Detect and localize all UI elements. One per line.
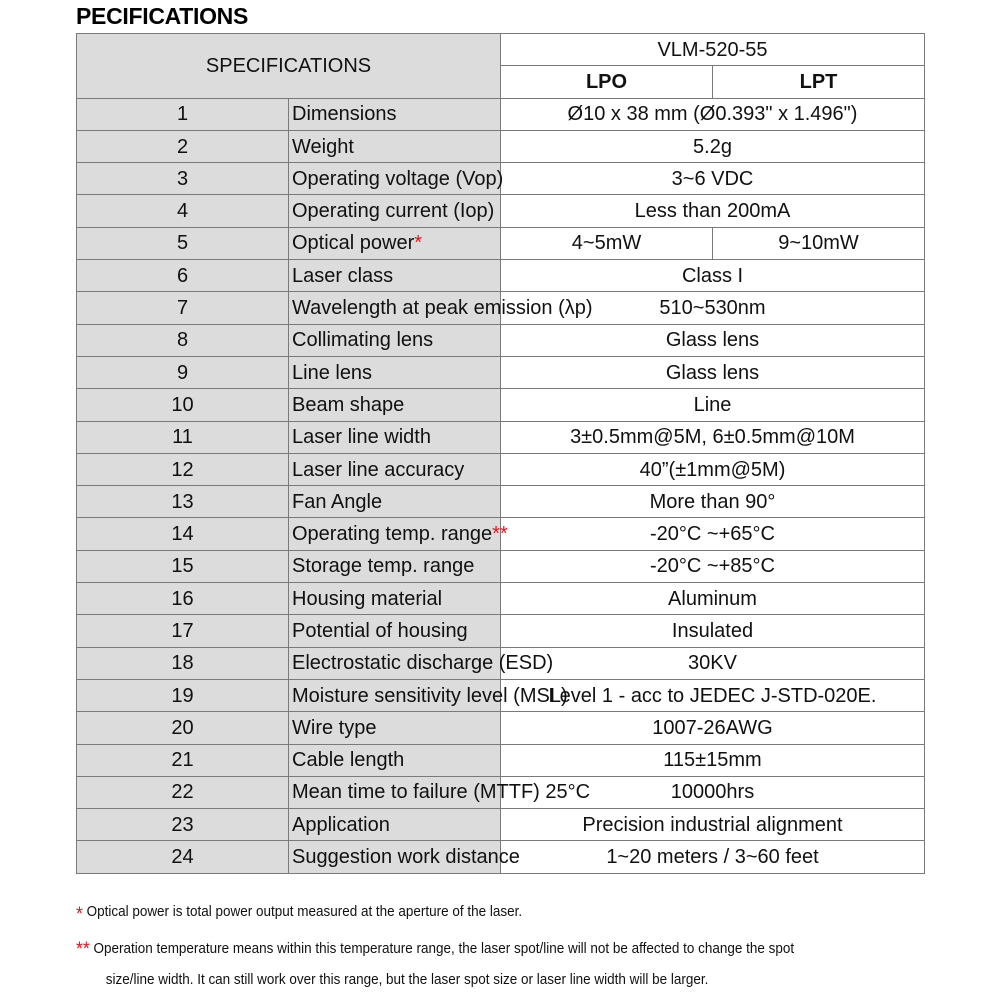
row-label (289, 615, 501, 647)
row-label-text: Suggestion work distance (292, 846, 520, 869)
row-label (289, 841, 520, 873)
footnote-operating-temp (76, 934, 913, 996)
table-row (77, 486, 925, 518)
model-header: VLM-520-55 (501, 34, 925, 66)
row-label (289, 260, 501, 292)
row-value: 510~530nm (501, 292, 925, 324)
row-number: 21 (77, 744, 289, 776)
row-number: 9 (77, 356, 289, 388)
table-row (77, 550, 925, 582)
row-number: 13 (77, 486, 289, 518)
table-header-row-1 (77, 34, 925, 66)
row-number: 3 (77, 163, 289, 195)
table-row (77, 615, 925, 647)
row-number: 14 (77, 518, 289, 550)
row-value: Glass lens (501, 356, 925, 388)
table-row (77, 292, 925, 324)
row-number: 23 (77, 809, 289, 841)
row-number: 19 (77, 679, 289, 711)
row-value: Less than 200mA (501, 195, 925, 227)
variant-header-lpo: LPO (501, 66, 713, 98)
row-value: 5.2g (501, 130, 925, 162)
row-value: 115±15mm (501, 744, 925, 776)
row-label-text: Housing material (292, 587, 443, 610)
row-label-text: Operating current (Iop) (292, 200, 495, 223)
row-label (289, 744, 501, 776)
row-value: Ø10 x 38 mm (Ø0.393" x 1.496") (501, 98, 925, 130)
row-number: 18 (77, 647, 289, 679)
table-row (77, 518, 925, 550)
table-row (77, 421, 925, 453)
row-label-text: Weight (292, 135, 354, 158)
row-label-text: Cable length (292, 749, 405, 772)
row-value: -20°C ~+85°C (501, 550, 925, 582)
row-value-lpt: 9~10mW (713, 227, 925, 259)
row-label-text: Laser class (292, 264, 394, 287)
row-value: Level 1 - acc to JEDEC J-STD-020E. (501, 679, 925, 711)
specifications-table (76, 33, 925, 874)
row-label-text: Operating voltage (Vop) (292, 167, 504, 190)
footnote-continuation: size/line width. It can still work over this range, but the laser spot size or laser line width will be larger. (105, 972, 709, 988)
row-label-text: Collimating lens (292, 329, 434, 352)
table-row (77, 583, 925, 615)
row-number: 4 (77, 195, 289, 227)
row-label (289, 130, 501, 162)
row-label (289, 324, 501, 356)
asterisk-mark: * (76, 904, 83, 925)
row-label-text: Dimensions (292, 103, 397, 126)
row-label-text: Moisture sensitivity level (MSL) (292, 684, 568, 707)
table-row (77, 776, 925, 808)
row-label (289, 195, 501, 227)
row-label (289, 776, 591, 808)
row-number: 7 (77, 292, 289, 324)
row-label-text: Application (292, 813, 390, 836)
row-label-text: Wavelength at peak emission (λp) (292, 297, 593, 320)
row-label-text: Mean time to failure (MTTF) 25°C (292, 781, 591, 804)
row-label (289, 98, 501, 130)
footnote-optical-power (76, 904, 913, 934)
row-number: 10 (77, 389, 289, 421)
footnotes (76, 904, 913, 996)
row-label-text: Fan Angle (292, 490, 383, 513)
footnote-text: Optical power is total power output measured at the aperture of the laser. (86, 904, 523, 920)
row-label (289, 712, 501, 744)
row-value-lpo: 4~5mW (501, 227, 713, 259)
table-row (77, 809, 925, 841)
row-value: 1~20 meters / 3~60 feet (501, 841, 925, 873)
table-row (77, 195, 925, 227)
row-label (289, 421, 501, 453)
row-label (289, 163, 504, 195)
row-label-text: Storage temp. range (292, 555, 475, 578)
row-value: More than 90° (501, 486, 925, 518)
table-row (77, 389, 925, 421)
row-number: 5 (77, 227, 289, 259)
table-row (77, 453, 925, 485)
page-title: PECIFICATIONS (76, 3, 249, 29)
table-row (77, 324, 925, 356)
row-label-text: Beam shape (292, 393, 405, 416)
row-number: 6 (77, 260, 289, 292)
row-value: Class I (501, 260, 925, 292)
row-value: 30KV (501, 647, 925, 679)
row-value: 10000hrs (501, 776, 925, 808)
table-row (77, 98, 925, 130)
row-number: 15 (77, 550, 289, 582)
row-number: 8 (77, 324, 289, 356)
footnote-text: Operation temperature means within this temperature range, the laser spot/line will not be affected to change the spot (93, 941, 795, 957)
table-row (77, 841, 925, 873)
row-value: Insulated (501, 615, 925, 647)
double-asterisk-mark: ** (76, 939, 90, 960)
row-number: 12 (77, 453, 289, 485)
table-row (77, 647, 925, 679)
row-label (289, 389, 501, 421)
variant-header-lpt: LPT (713, 66, 925, 98)
row-number: 22 (77, 776, 289, 808)
footnote-mark: * (414, 232, 423, 255)
table-row (77, 163, 925, 195)
table-row (77, 679, 925, 711)
footnote-mark: ** (492, 523, 508, 546)
row-label (289, 583, 501, 615)
row-label-text: Line lens (292, 361, 373, 384)
row-number: 2 (77, 130, 289, 162)
table-row (77, 227, 925, 259)
row-value: Line (501, 389, 925, 421)
row-label (289, 809, 501, 841)
row-label (289, 550, 501, 582)
row-label (289, 518, 508, 550)
row-number: 17 (77, 615, 289, 647)
row-value: 3±0.5mm@5M, 6±0.5mm@10M (501, 421, 925, 453)
row-value: 1007-26AWG (501, 712, 925, 744)
row-label (289, 227, 501, 259)
row-label-text: Operating temp. range (292, 523, 493, 546)
row-label-text: Optical power (292, 232, 415, 255)
row-label-text: Potential of housing (292, 619, 468, 642)
row-number: 20 (77, 712, 289, 744)
row-label (289, 679, 568, 711)
table-row (77, 744, 925, 776)
row-value: Precision industrial alignment (501, 809, 925, 841)
row-label (289, 647, 554, 679)
row-value: 40”(±1mm@5M) (501, 453, 925, 485)
row-number: 11 (77, 421, 289, 453)
row-label-text: Electrostatic discharge (ESD) (292, 652, 554, 675)
row-value: 3~6 VDC (501, 163, 925, 195)
row-value: Glass lens (501, 324, 925, 356)
row-value: -20°C ~+65°C (501, 518, 925, 550)
table-row (77, 130, 925, 162)
row-number: 1 (77, 98, 289, 130)
table-row (77, 260, 925, 292)
table-row (77, 356, 925, 388)
row-label (289, 356, 501, 388)
row-value: Aluminum (501, 583, 925, 615)
row-label-text: Laser line width (292, 426, 431, 449)
table-row (77, 712, 925, 744)
row-label-text: Laser line accuracy (292, 458, 465, 481)
row-label (289, 486, 501, 518)
specifications-header: SPECIFICATIONS (77, 34, 501, 99)
row-label (289, 453, 501, 485)
row-label (289, 292, 593, 324)
row-number: 24 (77, 841, 289, 873)
row-number: 16 (77, 583, 289, 615)
row-label-text: Wire type (292, 716, 377, 739)
